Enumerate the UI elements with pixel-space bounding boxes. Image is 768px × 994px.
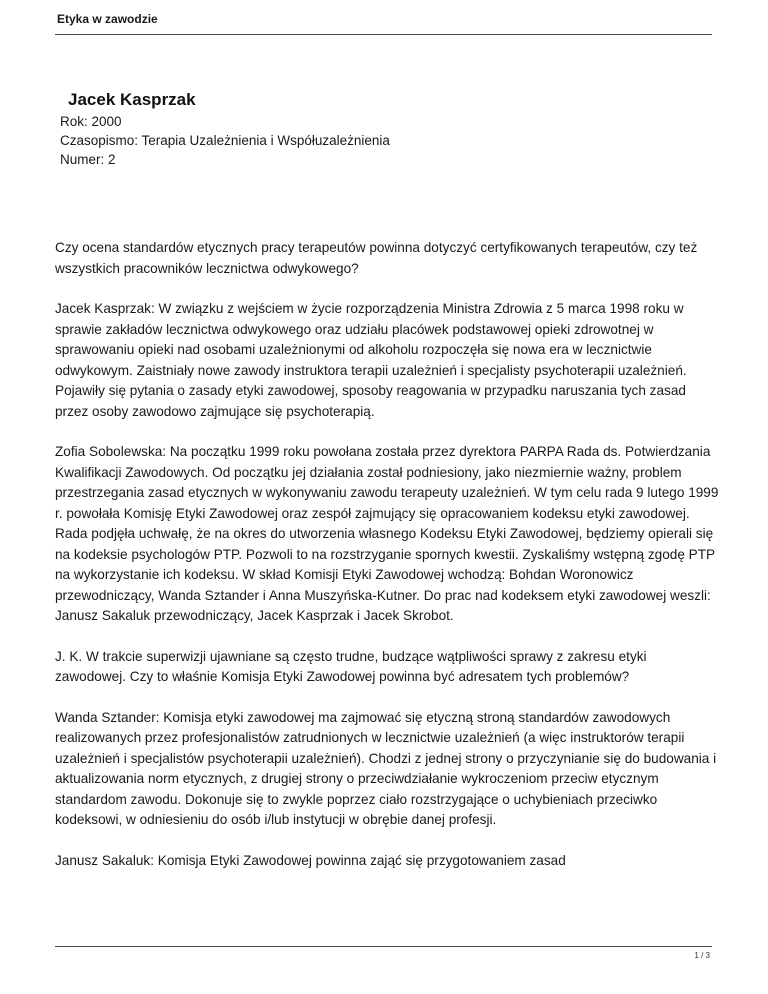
running-header-title: Etyka w zawodzie xyxy=(57,12,158,26)
article-body xyxy=(55,238,720,891)
header-divider xyxy=(55,34,712,35)
paragraph-sobolewska: Zofia Sobolewska: Na początku 1999 roku powołana została przez dyrektora PARPA Rada ds. Potwierdzania Kwalifikacji Zawodowych. Od początku jej działania został podniesiony, jako niezmiernie ważny, problem przestrzegania zasad etycznych w wykonywaniu zawodu terapeuty uzależnień. W tym celu rada 9 lutego 1999 r. powołała Komisję Etyki Zawodowej oraz zespół zajmujący się opracowaniem kodeksu etyki zawodowej. Rada podjęła uchwałę, że na okres do utworzenia własnego Kodeksu Etyki Zawodowej, będziemy opierali się na kodeksie psychologów PTP. Pozwoli to na rozstrzyganie spornych kwestii. Zyskaliśmy wstępną zgodę PTP na wykorzystanie ich kodeksu. W skład Komisji Etyki Zawodowej wchodzą: Bohdan Woronowicz przewodniczący, Wanda Sztander i Anna Muszyńska-Kutner. Do prac nad kodeksem etyki zawodowej weszli: Janusz Sakaluk przewodniczący, Jacek Kasprzak i Jacek Skrobot. xyxy=(55,444,719,623)
footer-divider xyxy=(55,946,712,947)
article-author: Jacek Kasprzak xyxy=(68,90,196,109)
paragraph-sztander: Wanda Sztander: Komisja etyki zawodowej ma zajmować się etyczną stroną standardów zawodowych realizowanych przez profesjonalistów zatrudnionych w lecznictwie uzależnień (a więc instruktorów terapii uzależnień i specjalistów psychoterapii uzależnień). Chodzi z jednej strony o przyczynianie się do budowania i aktualizowania norm etycznych, z drugiej strony o przeciwdziałanie wykroczeniom przeciw etycznym standardom zawodu. Dokonuje się to zwykle poprzez ciało rozstrzygające o uchybieniach przeciwko kodeksowi, w odniesieniu do osób i/lub instytucji w obrębie danej profesji. xyxy=(55,709,717,827)
paragraph-question-supervision: J. K. W trakcie superwizji ujawniane są często trudne, budzące wątpliwości sprawy z zakresu etyki zawodowej. Czy to właśnie Komisja Etyki Zawodowej powinna być adresatem tych problemów? xyxy=(55,648,647,684)
article-metadata xyxy=(60,112,390,169)
article-issue: Numer: 2 xyxy=(60,152,116,167)
article-journal: Czasopismo: Terapia Uzależnienia i Współuzależnienia xyxy=(60,133,390,148)
paragraph-sakaluk: Janusz Sakaluk: Komisja Etyki Zawodowej powinna zająć się przygotowaniem zasad xyxy=(55,852,566,868)
paragraph-question-intro: Czy ocena standardów etycznych pracy terapeutów powinna dotyczyć certyfikowanych terapeutów, czy też wszystkich pracowników lecznictwa odwykowego? xyxy=(55,240,698,276)
page-number: 1 / 3 xyxy=(694,951,710,960)
article-year: Rok: 2000 xyxy=(60,114,122,129)
paragraph-kasprzak: Jacek Kasprzak: W związku z wejściem w życie rozporządzenia Ministra Zdrowia z 5 marca 1998 roku w sprawie zakładów lecznictwa odwykowego oraz udziału placówek podstawowej opieki zdrowotnej w sprawowaniu opieki nad osobami uzależnionymi od alkoholu rozpoczęła się nowa era w lecznictwie odwykowym. Zaistniały nowe zawody instruktora terapii uzależnień i specjalisty psychoterapii uzależnień. Pojawiły się pytania o zasady etyki zawodowej, sposoby reagowania w przypadku naruszania tych zasad przez osoby zawodowo zajmujące się psychoterapią. xyxy=(55,301,687,419)
